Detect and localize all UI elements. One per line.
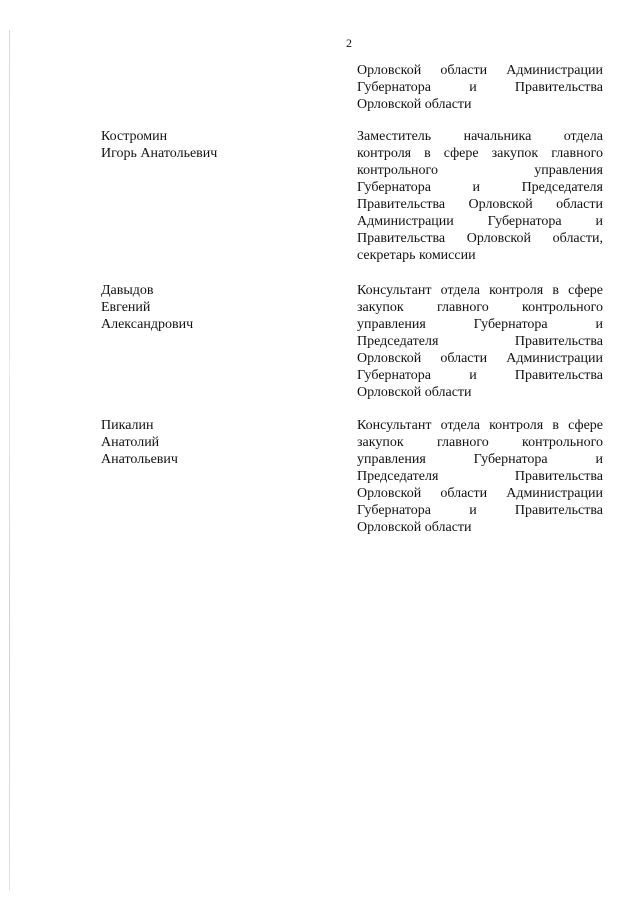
member-position-line: управления Губернатора и — [357, 317, 603, 332]
member-position — [357, 417, 603, 536]
member-position-line: Консультант отдела контроля в сфере — [357, 283, 603, 298]
scan-edge-line — [9, 30, 10, 890]
member-name — [101, 282, 301, 333]
member-position-line: Орловской области — [357, 520, 472, 535]
member-position-line: Орловской области Администрации — [357, 351, 603, 366]
member-position — [357, 128, 603, 264]
member-position-line: Председателя Правительства — [357, 334, 603, 349]
member-name-line: Игорь Анатольевич — [101, 146, 218, 161]
member-name — [101, 128, 301, 162]
continuation-text — [357, 62, 603, 113]
member-position-line: Администрации Губернатора и — [357, 214, 603, 229]
page-number: 2 — [346, 36, 352, 50]
member-name — [101, 417, 301, 468]
member-position-line: Председателя Правительства — [357, 469, 603, 484]
member-name-line: Костромин — [101, 129, 168, 144]
member-position-line: Губернатора и Правительства — [357, 503, 603, 518]
member-name-line: Александрович — [101, 317, 194, 332]
member-position-line: Губернатора и Правительства — [357, 368, 603, 383]
member-position-line: Губернатора и Председателя — [357, 180, 603, 195]
member-position-line: закупок главного контрольного — [357, 435, 603, 450]
continuation-line: Орловской области — [357, 97, 472, 112]
member-name-line: Анатолий — [101, 435, 160, 450]
member-position — [357, 282, 603, 401]
member-position-line: Правительства Орловской области, — [357, 231, 603, 246]
member-position-line: управления Губернатора и — [357, 452, 603, 467]
member-position-line: Правительства Орловской области — [357, 197, 603, 212]
member-position-line: контроля в сфере закупок главного — [357, 146, 603, 161]
continuation-line: Губернатора и Правительства — [357, 80, 603, 95]
member-name-line: Пикалин — [101, 418, 154, 433]
member-name-line: Анатольевич — [101, 452, 178, 467]
member-name-line: Давыдов — [101, 283, 154, 298]
member-name-line: Евгений — [101, 300, 151, 315]
continuation-line: Орловской области Администрации — [357, 63, 603, 78]
member-position-line: Заместитель начальника отдела — [357, 129, 603, 144]
member-position-line: Орловской области — [357, 385, 472, 400]
member-position-line: секретарь комиссии — [357, 248, 476, 263]
member-position-line: Орловской области Администрации — [357, 486, 603, 501]
member-position-line: закупок главного контрольного — [357, 300, 603, 315]
member-position-line: контрольного управления — [357, 163, 603, 178]
member-position-line: Консультант отдела контроля в сфере — [357, 418, 603, 433]
